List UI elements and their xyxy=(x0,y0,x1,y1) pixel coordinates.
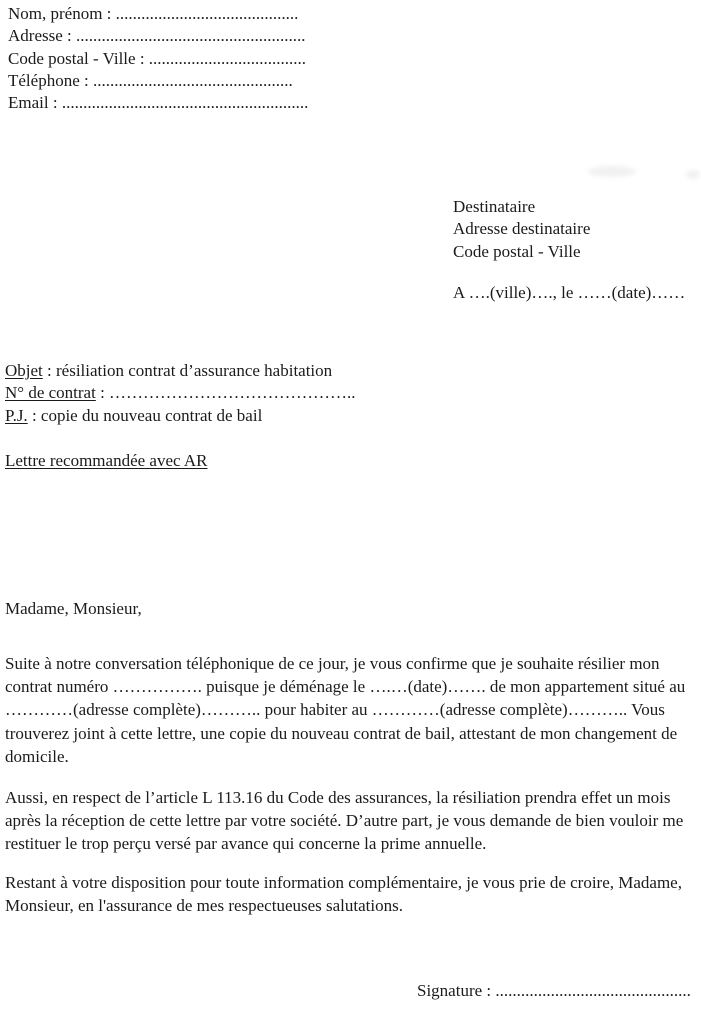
attachment-value: : copie du nouveau contrat de bail xyxy=(27,405,263,425)
scan-artifact xyxy=(686,170,700,179)
sender-name-line: Nom, prénom : ........................................... xyxy=(8,4,299,23)
subject-value: : résiliation contrat d’assurance habitation xyxy=(42,361,333,380)
body-paragraph-1: Suite à notre conversation téléphonique de ce jour, je vous confirme que je souhaite résilier mon contrat numéro ……………. puisque je déménage le ….…(date)……. de mon appartement situé au …………(adresse complète)……….. pour habiter au …………(adresse complète)……….. Vous trouverez joint à cette lettre, une copie du nouveau contrat de bail, attestant de mon changement de domicile. xyxy=(5,654,686,766)
recipient-block xyxy=(453,196,685,304)
registered-mail-notice xyxy=(5,451,207,471)
contract-number-value: : …………………………………….. xyxy=(95,383,356,403)
recipient-address-line: Adresse destinataire xyxy=(453,219,591,239)
body-paragraph-3: Restant à votre disposition pour toute information complémentaire, je vous prie de croire, Madame, Monsieur, en l'assurance de mes respectueuses salutations. xyxy=(5,873,682,916)
attachment-label: P.J. xyxy=(5,405,28,425)
subject-block xyxy=(5,360,356,427)
registered-mail-notice-text: Lettre recommandée avec AR xyxy=(5,451,208,470)
recipient-postal-city-line: Code postal - Ville xyxy=(453,241,581,261)
sender-address-line: Adresse : ...................................................... xyxy=(8,26,306,46)
contract-number-label: N° de contrat xyxy=(5,383,96,403)
recipient-name-line: Destinataire xyxy=(453,197,536,216)
signature-line: Signature : .............................................. xyxy=(417,981,691,1000)
contract-number-line xyxy=(5,382,356,404)
subject-line xyxy=(5,360,356,382)
subject-label: Objet xyxy=(5,361,43,380)
sender-postal-city-line: Code postal - Ville : ..................................... xyxy=(8,48,307,68)
salutation: Madame, Monsieur, xyxy=(5,599,142,618)
sender-block xyxy=(8,3,308,114)
place-date-line: A ….(ville)…., le ……(date)…… xyxy=(453,282,686,302)
sender-phone-line: Téléphone : ............................................... xyxy=(8,70,293,90)
scan-artifact xyxy=(588,166,636,177)
attachment-line xyxy=(5,405,356,427)
body-paragraph-2: Aussi, en respect de l’article L 113.16 du Code des assurances, la résiliation prendra effet un mois après la réception de cette lettre par votre société. D’autre part, je vous demande de bien vouloir me restituer le trop perçu versé par avance qui concerne la prime annuelle. xyxy=(5,788,684,854)
sender-email-line: Email : .......................................................... xyxy=(8,93,309,113)
